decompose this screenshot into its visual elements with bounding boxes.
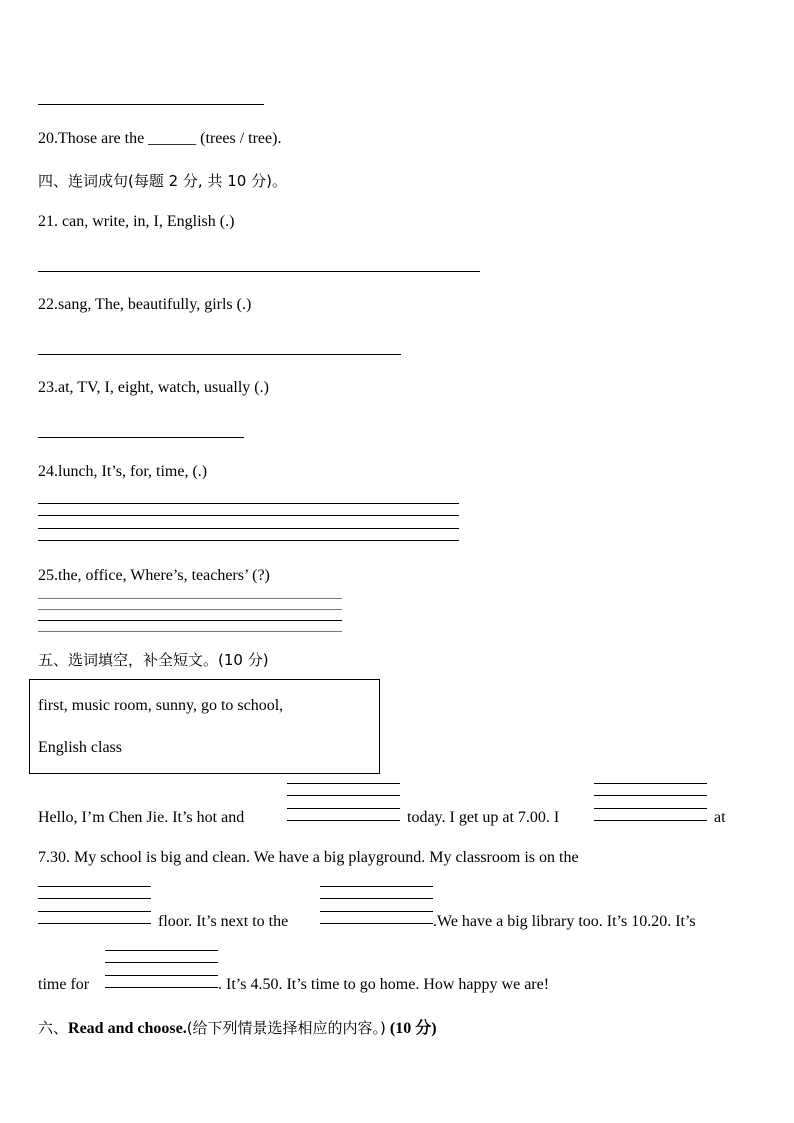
blank-line bbox=[320, 886, 433, 887]
blank-line bbox=[320, 911, 433, 912]
blank-line bbox=[320, 898, 433, 899]
blank-line bbox=[105, 962, 218, 963]
answer-line bbox=[38, 620, 342, 621]
blank-line bbox=[38, 898, 151, 899]
section-4-heading: 四、连词成句(每题 2 分, 共 10 分)。 bbox=[38, 172, 287, 190]
question-23: 23.at, TV, I, eight, watch, usually (.) bbox=[38, 379, 269, 396]
blank-line bbox=[287, 795, 400, 796]
word-box-line-1: first, music room, sunny, go to school, bbox=[38, 697, 284, 714]
section-6-points: (10 分) bbox=[389, 1020, 437, 1037]
blank-line bbox=[594, 820, 707, 821]
answer-line bbox=[38, 609, 342, 610]
passage-text: floor. It’s next to the bbox=[158, 913, 289, 930]
passage-text: at bbox=[714, 809, 726, 826]
section-6-prefix: 六、 bbox=[38, 1019, 69, 1037]
passage-text: time for bbox=[38, 976, 90, 993]
section-6-heading bbox=[38, 1015, 437, 1038]
passage-text: Hello, I’m Chen Jie. It’s hot and bbox=[38, 809, 245, 826]
passage-text: today. I get up at 7.00. I bbox=[407, 809, 560, 826]
blank-line bbox=[38, 911, 151, 912]
answer-line-23[interactable] bbox=[38, 437, 244, 438]
answer-line-22[interactable] bbox=[38, 354, 401, 355]
word-box bbox=[29, 679, 380, 774]
blank-line bbox=[320, 923, 433, 924]
blank-line bbox=[38, 923, 151, 924]
answer-line bbox=[38, 540, 459, 541]
section-5-heading: 五、选词填空，补全短文。(10 分) bbox=[38, 651, 269, 669]
passage-text: . It’s 4.50. It’s time to go home. How happy we are! bbox=[218, 976, 550, 993]
blank-line bbox=[594, 795, 707, 796]
blank-line bbox=[105, 987, 218, 988]
blank-line bbox=[287, 783, 400, 784]
question-25: 25.the, office, Where’s, teachers’ (?) bbox=[38, 567, 270, 584]
answer-line bbox=[38, 515, 459, 516]
blank-line bbox=[287, 820, 400, 821]
answer-line bbox=[38, 631, 342, 632]
question-20: 20.Those are the ______ (trees / tree). bbox=[38, 130, 282, 147]
blank-line bbox=[594, 808, 707, 809]
section-6-instruction: (给下列情景选择相应的内容。) bbox=[186, 1019, 386, 1037]
blank-line bbox=[38, 886, 151, 887]
answer-line bbox=[38, 598, 342, 599]
word-box-line-2: English class bbox=[38, 739, 122, 756]
blank-line bbox=[105, 950, 218, 951]
blank-line bbox=[594, 783, 707, 784]
section-6-title: Read and choose. bbox=[68, 1020, 187, 1037]
question-21: 21. can, write, in, I, English (.) bbox=[38, 213, 235, 230]
answer-line bbox=[38, 503, 459, 504]
question-24: 24.lunch, It’s, for, time, (.) bbox=[38, 463, 208, 480]
answer-line-19[interactable] bbox=[38, 104, 264, 105]
answer-line bbox=[38, 528, 459, 529]
passage-text: 7.30. My school is big and clean. We have a big playground. My classroom is on the bbox=[38, 849, 579, 866]
blank-line bbox=[105, 975, 218, 976]
question-22: 22.sang, The, beautifully, girls (.) bbox=[38, 296, 252, 313]
passage-text: .We have a big library too. It’s 10.20. It’s bbox=[433, 913, 696, 930]
answer-line-21[interactable] bbox=[38, 271, 480, 272]
blank-line bbox=[287, 808, 400, 809]
